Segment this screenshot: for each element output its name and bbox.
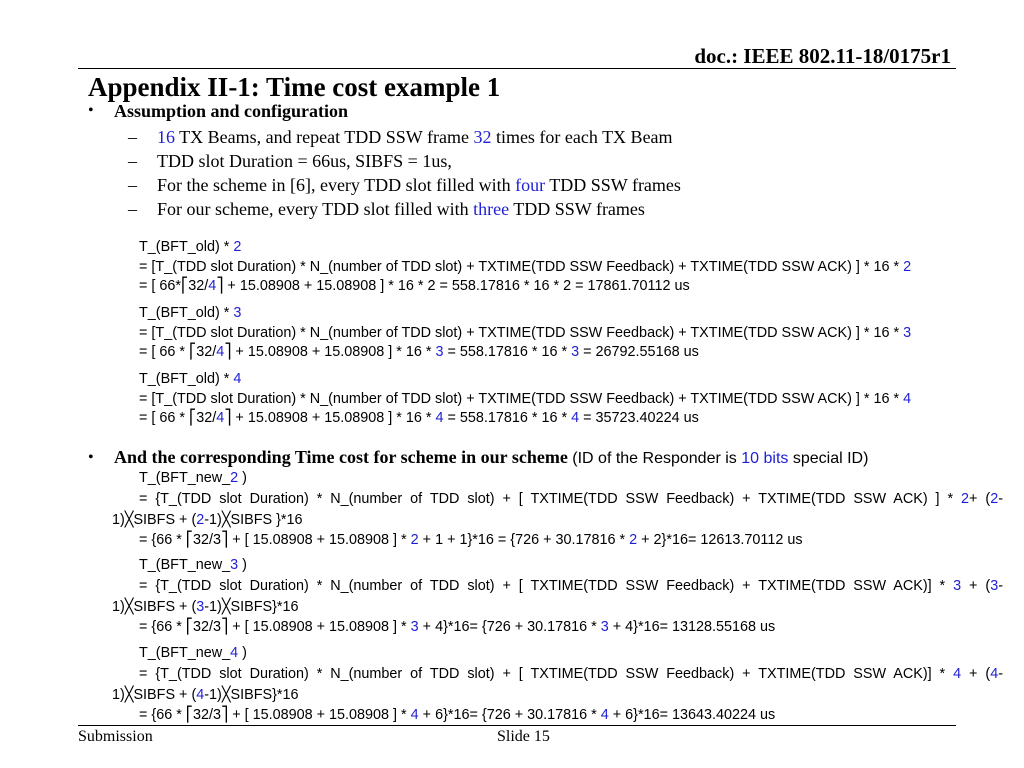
list-item bbox=[128, 197, 681, 221]
repeat-count: 32 bbox=[473, 127, 492, 147]
our-scheme-heading: And the corresponding Time cost for scheme in our scheme (ID of the Responder is 10 bits special ID) bbox=[114, 447, 869, 467]
formula-title: T_(BFT_old) * 2 bbox=[139, 239, 242, 255]
footer-divider bbox=[78, 725, 956, 726]
dash-icon: – bbox=[128, 127, 137, 147]
list-item bbox=[128, 125, 681, 149]
formula-line: = [T_(TDD slot Duration) * N_(number of TDD slot) + TXTIME(TDD SSW Feedback) + TXTIME(TDD SSW ACK) ] * 16 * 3 bbox=[139, 324, 912, 341]
beam-count: 16 bbox=[157, 127, 175, 147]
new-calc-block-4 bbox=[112, 643, 1003, 726]
assumption-list bbox=[128, 125, 681, 221]
list-item bbox=[128, 173, 681, 197]
dash-icon: – bbox=[128, 199, 137, 219]
formula-title: T_(BFT_new_3 ) bbox=[139, 557, 247, 573]
document-id: doc.: IEEE 802.11-18/0175r1 bbox=[694, 44, 951, 68]
formula-line: = [T_(TDD slot Duration) * N_(number of TDD slot) + TXTIME(TDD SSW Feedback) + TXTIME(TDD SSW ACK) ] * 16 * 4 bbox=[139, 390, 912, 407]
bullet-icon: • bbox=[88, 449, 94, 466]
old-calc-block-3 bbox=[139, 304, 911, 363]
list-item bbox=[128, 149, 681, 173]
new-calc-block-3 bbox=[112, 555, 1003, 638]
frame-count: four bbox=[515, 175, 546, 195]
formula-title: T_(BFT_old) * 3 bbox=[139, 305, 242, 321]
list-item-text: TDD slot Duration = 66us, SIBFS = 1us, bbox=[157, 151, 452, 171]
slide-title: Appendix II-1: Time cost example 1 bbox=[88, 72, 501, 102]
formula-title: T_(BFT_new_4 ) bbox=[139, 645, 247, 661]
formula-result: = {66 * ⎡32/3⎤ + [ 15.08908 + 15.08908 ] * 4 + 6}*16= {726 + 30.17816 * 4 + 6}*16= 13643.40224 us bbox=[139, 707, 776, 724]
formula-result: = [ 66 * ⎡32/4⎤ + 15.08908 + 15.08908 ] * 16 * 4 = 558.17816 * 16 * 4 = 35723.40224 us bbox=[139, 410, 699, 426]
formula-line: 1)╳SIBFS + (3-1)╳SIBFS}*16 bbox=[112, 598, 299, 615]
list-item-text: times for each TX Beam bbox=[491, 127, 673, 147]
footer-submission: Submission bbox=[78, 728, 153, 745]
formula-result: = {66 * ⎡32/3⎤ + [ 15.08908 + 15.08908 ] * 2 + 1 + 1}*16 = {726 + 30.17816 * 2 + 2}*16= 12613.70112 us bbox=[139, 532, 803, 549]
formula-title: T_(BFT_new_2 ) bbox=[139, 470, 247, 486]
slide-number: Slide 15 bbox=[497, 728, 550, 745]
formula-result: = [ 66*⎡32/4⎤ + 15.08908 + 15.08908 ] * 16 * 2 = 558.17816 * 16 * 2 = 17861.70112 us bbox=[139, 278, 690, 294]
dash-icon: – bbox=[128, 151, 137, 171]
list-item-text: TX Beams, and repeat TDD SSW frame bbox=[175, 127, 474, 147]
list-item-text: For the scheme in [6], every TDD slot filled with bbox=[157, 175, 516, 195]
formula-title: T_(BFT_old) * 4 bbox=[139, 371, 242, 387]
formula-line: = {T_(TDD slot Duration) * N_(number of TDD slot) + [ TXTIME(TDD SSW Feedback) + TXTIME(TDD SSW ACK) ] * 2+ (2- bbox=[139, 490, 1003, 507]
new-calc-block-2 bbox=[112, 468, 1003, 551]
formula-line: = [T_(TDD slot Duration) * N_(number of TDD slot) + TXTIME(TDD SSW Feedback) + TXTIME(TDD SSW ACK) ] * 16 * 2 bbox=[139, 258, 912, 275]
list-item-text: TDD SSW frames bbox=[545, 175, 681, 195]
formula-line: = {T_(TDD slot Duration) * N_(number of TDD slot) + [ TXTIME(TDD SSW Feedback) + TXTIME(TDD SSW ACK)] * 3 + (3- bbox=[139, 577, 1003, 594]
formula-line: 1)╳SIBFS + (4-1)╳SIBFS}*16 bbox=[112, 686, 299, 703]
list-item-text: TDD SSW frames bbox=[509, 199, 645, 219]
formula-line: = {T_(TDD slot Duration) * N_(number of TDD slot) + [ TXTIME(TDD SSW Feedback) + TXTIME(TDD SSW ACK)] * 4 + (4- bbox=[139, 665, 1003, 682]
assumption-heading: Assumption and configuration bbox=[114, 101, 349, 121]
old-calc-block-2 bbox=[139, 238, 911, 297]
frame-count: three bbox=[473, 199, 510, 219]
dash-icon: – bbox=[128, 175, 137, 195]
formula-result: = [ 66 * ⎡32/4⎤ + 15.08908 + 15.08908 ] * 16 * 3 = 558.17816 * 16 * 3 = 26792.55168 us bbox=[139, 344, 699, 360]
formula-result: = {66 * ⎡32/3⎤ + [ 15.08908 + 15.08908 ] * 3 + 4}*16= {726 + 30.17816 * 3 + 4}*16= 13128.55168 us bbox=[139, 619, 776, 636]
bullet-icon: • bbox=[88, 102, 94, 119]
old-calc-block-4 bbox=[139, 370, 911, 429]
list-item-text: For our scheme, every TDD slot filled with bbox=[157, 199, 474, 219]
formula-line: 1)╳SIBFS + (2-1)╳SIBFS }*16 bbox=[112, 511, 303, 528]
header-divider bbox=[78, 68, 956, 69]
